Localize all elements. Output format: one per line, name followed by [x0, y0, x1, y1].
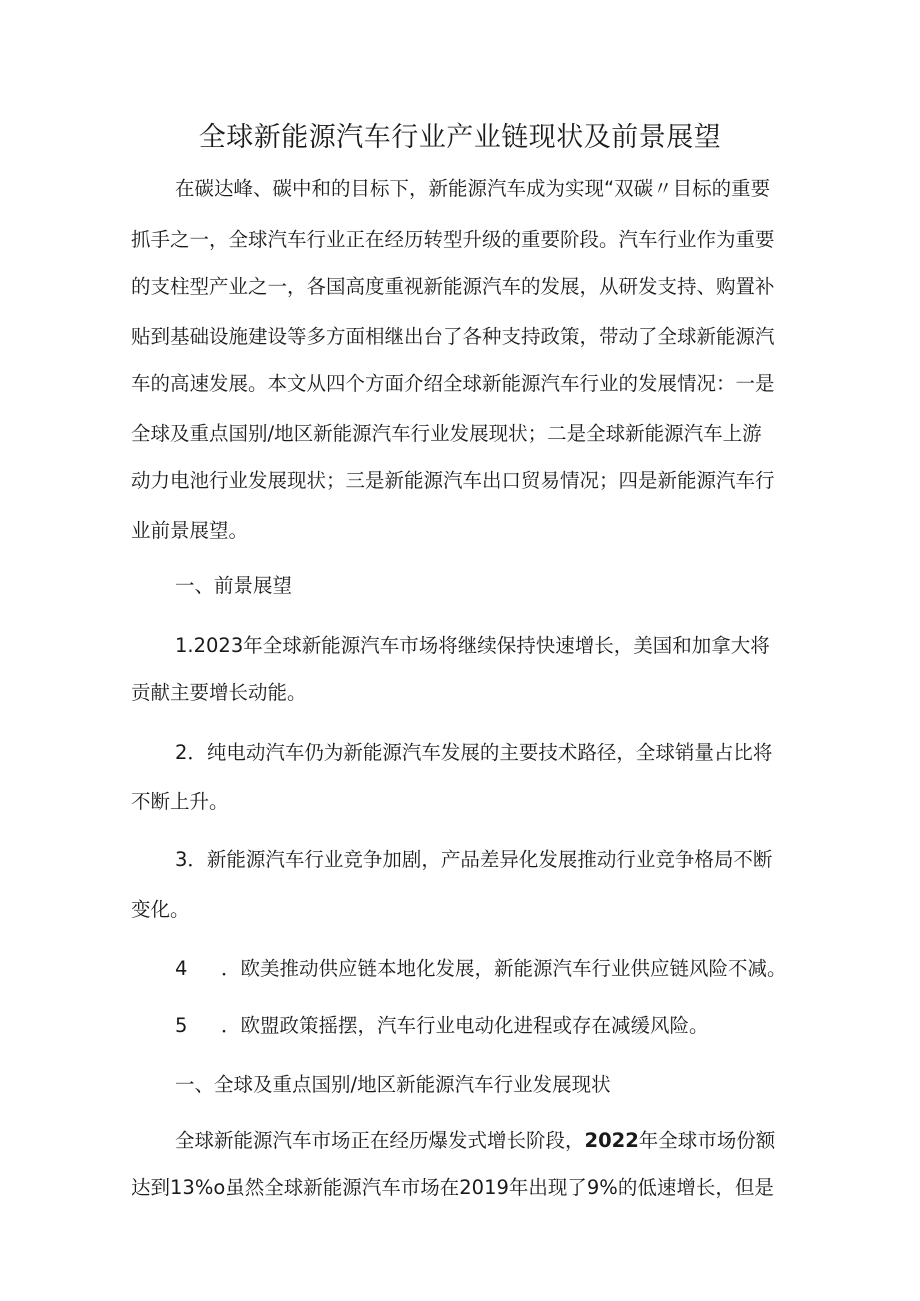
intro-line: 贴到基础设施建设等多方面相继出台了各种支持政策，带动了全球新能源汽	[131, 325, 775, 348]
intro-line: 业前景展望。	[131, 519, 249, 542]
list-item-line: 贡献主要增长动能。	[131, 681, 307, 704]
document-title: 全球新能源汽车行业产业链现状及前景展望	[198, 122, 722, 153]
body-text: 年全球市场份额	[638, 1129, 776, 1152]
list-item-text: ．欧盟政策摇摆，汽车行业电动化进程或存在减缓风险。	[221, 1014, 709, 1037]
body-text: 全球新能源汽车市场正在经历爆发式增长阶段，	[175, 1129, 585, 1152]
list-item-line: 1.2023年全球新能源汽车市场将继续保持快速增长，美国和加拿大将	[175, 634, 770, 657]
list-item	[175, 954, 787, 984]
section-heading: 一、前景展望	[175, 574, 293, 597]
intro-line: 动力电池行业发展现状；三是新能源汽车出口贸易情况；四是新能源汽车行	[131, 469, 775, 492]
intro-line: 车的高速发展。本文从四个方面介绍全球新能源汽车行业的发展情况：一是	[131, 372, 775, 395]
list-item-number: 5	[175, 1014, 188, 1037]
section-heading: 一、全球及重点国别/地区新能源汽车行业发展现状	[175, 1073, 611, 1096]
body-line: 达到13%o虽然全球新能源汽车市场在2019年出现了9%的低速增长，但是	[131, 1176, 774, 1199]
intro-line: 的支柱型产业之一，各国高度重视新能源汽车的发展，从研发支持、购置补	[131, 275, 775, 298]
list-item-number: 4	[175, 957, 188, 980]
list-item-line: 变化。	[131, 898, 190, 921]
intro-line: 在碳达峰、碳中和的目标下，新能源汽车成为实现“双碳〃目标的重要	[175, 177, 771, 200]
list-item-line: 3．新能源汽车行业竞争加剧，产品差异化发展推动行业竞争格局不断	[175, 848, 773, 871]
list-item-text: ．欧美推动供应链本地化发展，新能源汽车行业供应链风险不减。	[221, 957, 787, 980]
list-item	[175, 1011, 709, 1041]
list-item-line: 不断上升。	[131, 790, 229, 813]
list-item-line: 2．纯电动汽车仍为新能源汽车发展的主要技术路径，全球销量占比将	[175, 741, 773, 764]
body-line	[175, 1126, 775, 1156]
body-bold-year: 2022	[584, 1129, 639, 1152]
intro-line: 抓手之一，全球汽车行业正在经历转型升级的重要阶段。汽车行业作为重要	[131, 228, 775, 251]
intro-line: 全球及重点国别/地区新能源汽车行业发展现状；二是全球新能源汽车上游	[131, 422, 762, 445]
